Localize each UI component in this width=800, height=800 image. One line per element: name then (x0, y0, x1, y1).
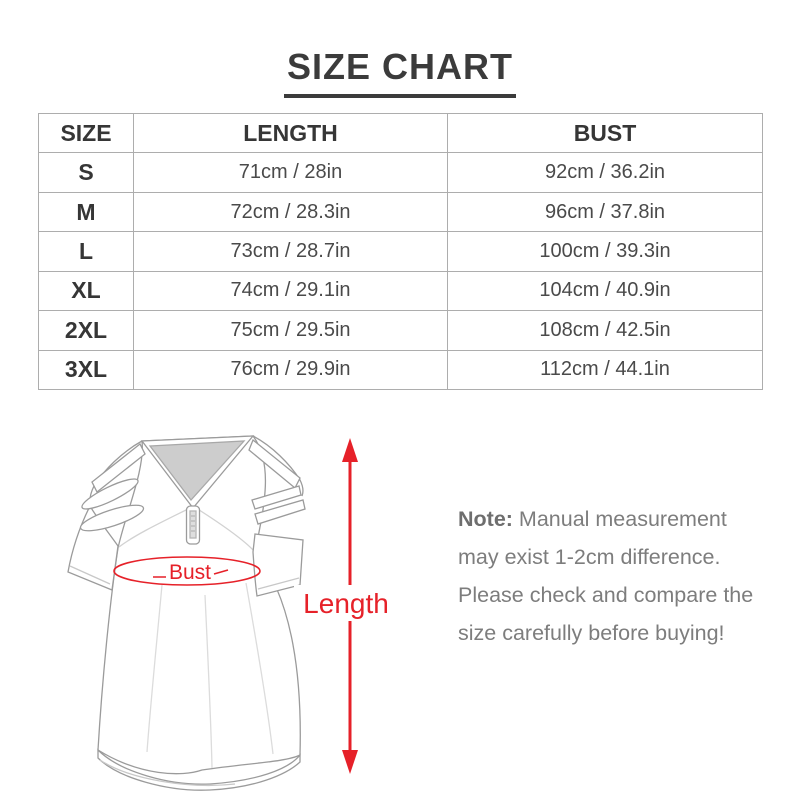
garment-measurement-diagram (50, 420, 420, 800)
length-label: Length (303, 588, 389, 619)
size-label: 3XL (39, 350, 134, 389)
table-row (39, 311, 763, 350)
bust-value: 104cm / 40.9in (448, 271, 763, 310)
length-value: 74cm / 29.1in (134, 271, 448, 310)
size-label: XL (39, 271, 134, 310)
table-header-row (39, 114, 763, 153)
header-length: LENGTH (134, 114, 448, 153)
table-row (39, 350, 763, 389)
bust-value: 96cm / 37.8in (448, 192, 763, 231)
bust-label: Bust (168, 561, 212, 584)
page-title: SIZE CHART (284, 46, 516, 98)
size-label: S (39, 153, 134, 192)
bust-value: 92cm / 36.2in (448, 153, 763, 192)
table-row (39, 192, 763, 231)
note-text: Manual measurement may exist 1-2cm difference. Please check and compare the size carefully before buying! (458, 507, 754, 645)
bust-value: 112cm / 44.1in (448, 350, 763, 389)
measurement-note (458, 500, 770, 652)
length-value: 73cm / 28.7in (134, 232, 448, 271)
page-header (0, 46, 800, 98)
size-chart-table (38, 113, 763, 390)
length-value: 71cm / 28in (134, 153, 448, 192)
header-bust: BUST (448, 114, 763, 153)
length-measurement (294, 438, 400, 774)
table-row (39, 232, 763, 271)
size-label: M (39, 192, 134, 231)
bust-value: 100cm / 39.3in (448, 232, 763, 271)
length-value: 76cm / 29.9in (134, 350, 448, 389)
size-label: 2XL (39, 311, 134, 350)
table-row (39, 153, 763, 192)
length-value: 75cm / 29.5in (134, 311, 448, 350)
table-row (39, 271, 763, 310)
bust-value: 108cm / 42.5in (448, 311, 763, 350)
length-value: 72cm / 28.3in (134, 192, 448, 231)
header-size: SIZE (39, 114, 134, 153)
size-label: L (39, 232, 134, 271)
zipper (187, 506, 200, 544)
garment-illustration (68, 436, 305, 790)
note-label: Note: (458, 507, 513, 531)
